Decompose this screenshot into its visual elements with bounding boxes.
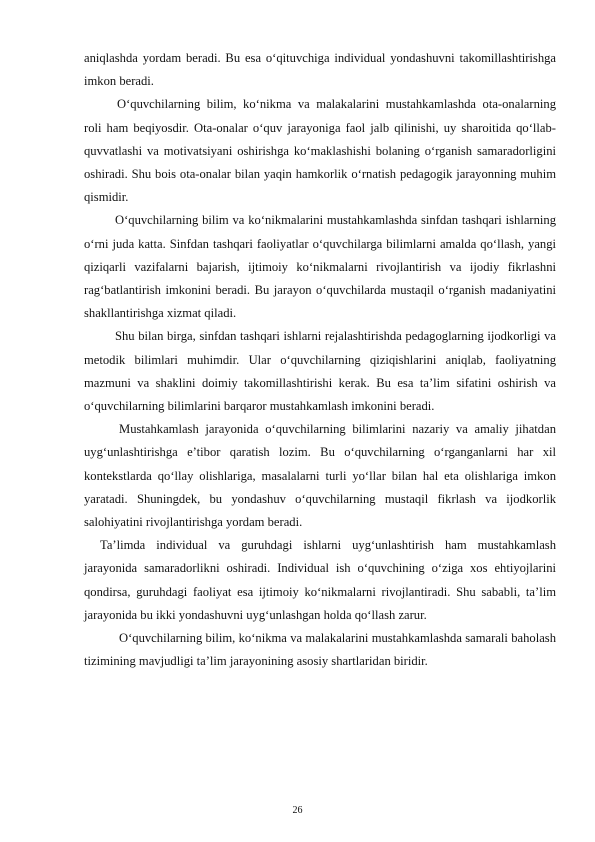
paragraph-assessment: O‘quvchilarning bilim, ko‘nikma va malakalarini mustahkamlashda samarali baholash tizimining mavjudligi ta’lim jarayonining asosiy shartlaridan biridir. [84, 631, 556, 669]
paragraph-theory-practice: Mustahkamlash jarayonida o‘quvchilarning bilimlarini nazariy va amaliy jihatdan uyg‘unlashtirishga e’tibor qaratish lozim. Bu o‘quvchilarning o‘rganganlarni har xil kontekstlarda qo‘llay olishlariga, masalalarni turli yo‘llar bilan hal eta olishlariga imkon yaratadi. Shuningdek, bu yondashuv o‘quvchilarning mustaqil fikrlash va ijodkorlik salohiyatini rivojlantirishga yordam beradi. [84, 422, 556, 530]
paragraph-planning: Shu bilan birga, sinfdan tashqari ishlarni rejalashtirishda pedagoglarning ijodkorligi va metodik bilimlari muhimdir. Ular o‘quvchilarning qiziqishlarini aniqlab, faoliyatning mazmuni va shaklini doimiy takomillashtirishi kerak. Bu esa ta’lim sifatini oshirish va o‘quvchilarning bilimlarini barqaror mustahkamlash imkonini beradi. [84, 329, 556, 414]
paragraph-parents-role: O‘quvchilarning bilim, ko‘nikma va malakalarini mustahkamlashda ota-onalarning roli ham beqiyosdir. Ota-onalar o‘quv jarayoniga faol jalb qilinishi, uy sharoitida qo‘llab-quvvatlashi va motivatsiyani oshirishga ko‘maklashishi bolaning o‘rganish samaradorligini oshiradi. Shu bois ota-onalar bilan yaqin hamkorlik o‘rnatish pedagogik jarayonning muhim qismidir. [84, 97, 556, 205]
document-page [84, 47, 556, 673]
paragraph-extracurricular: O‘quvchilarning bilim va ko‘nikmalarini mustahkamlashda sinfdan tashqari ishlarning o‘rni juda katta. Sinfdan tashqari faoliyatlar o‘quvchilarga bilimlarni amalda qo‘llash, yangi qiziqarli vazifalarni bajarish, ijtimoiy ko‘nikmalarni rivojlantirish va ijodiy fikrlashni rag‘batlantirish imkonini beradi. Bu jarayon o‘quvchilarda mustaqil o‘rganish madaniyatini shakllantirishga xizmat qiladi. [84, 213, 556, 321]
paragraph-continuation: aniqlashda yordam beradi. Bu esa o‘qituvchiga individual yondashuvni takomillashtirishga imkon beradi. [84, 51, 556, 89]
page-number: 26 [292, 805, 303, 816]
paragraph-individual-group: Ta’limda individual va guruhdagi ishlarni uyg‘unlashtirish ham mustahkamlash jarayonida samaradorlikni oshiradi. Individual ish o‘quvchining o‘ziga xos ehtiyojlarini qondirsa, guruhdagi faoliyat esa ijtimoiy ko‘nikmalarni rivojlantiradi. Shu sababli, ta’lim jarayonida bu ikki yondashuvni uyg‘unlashgan holda qo‘llash zarur. [84, 538, 556, 622]
